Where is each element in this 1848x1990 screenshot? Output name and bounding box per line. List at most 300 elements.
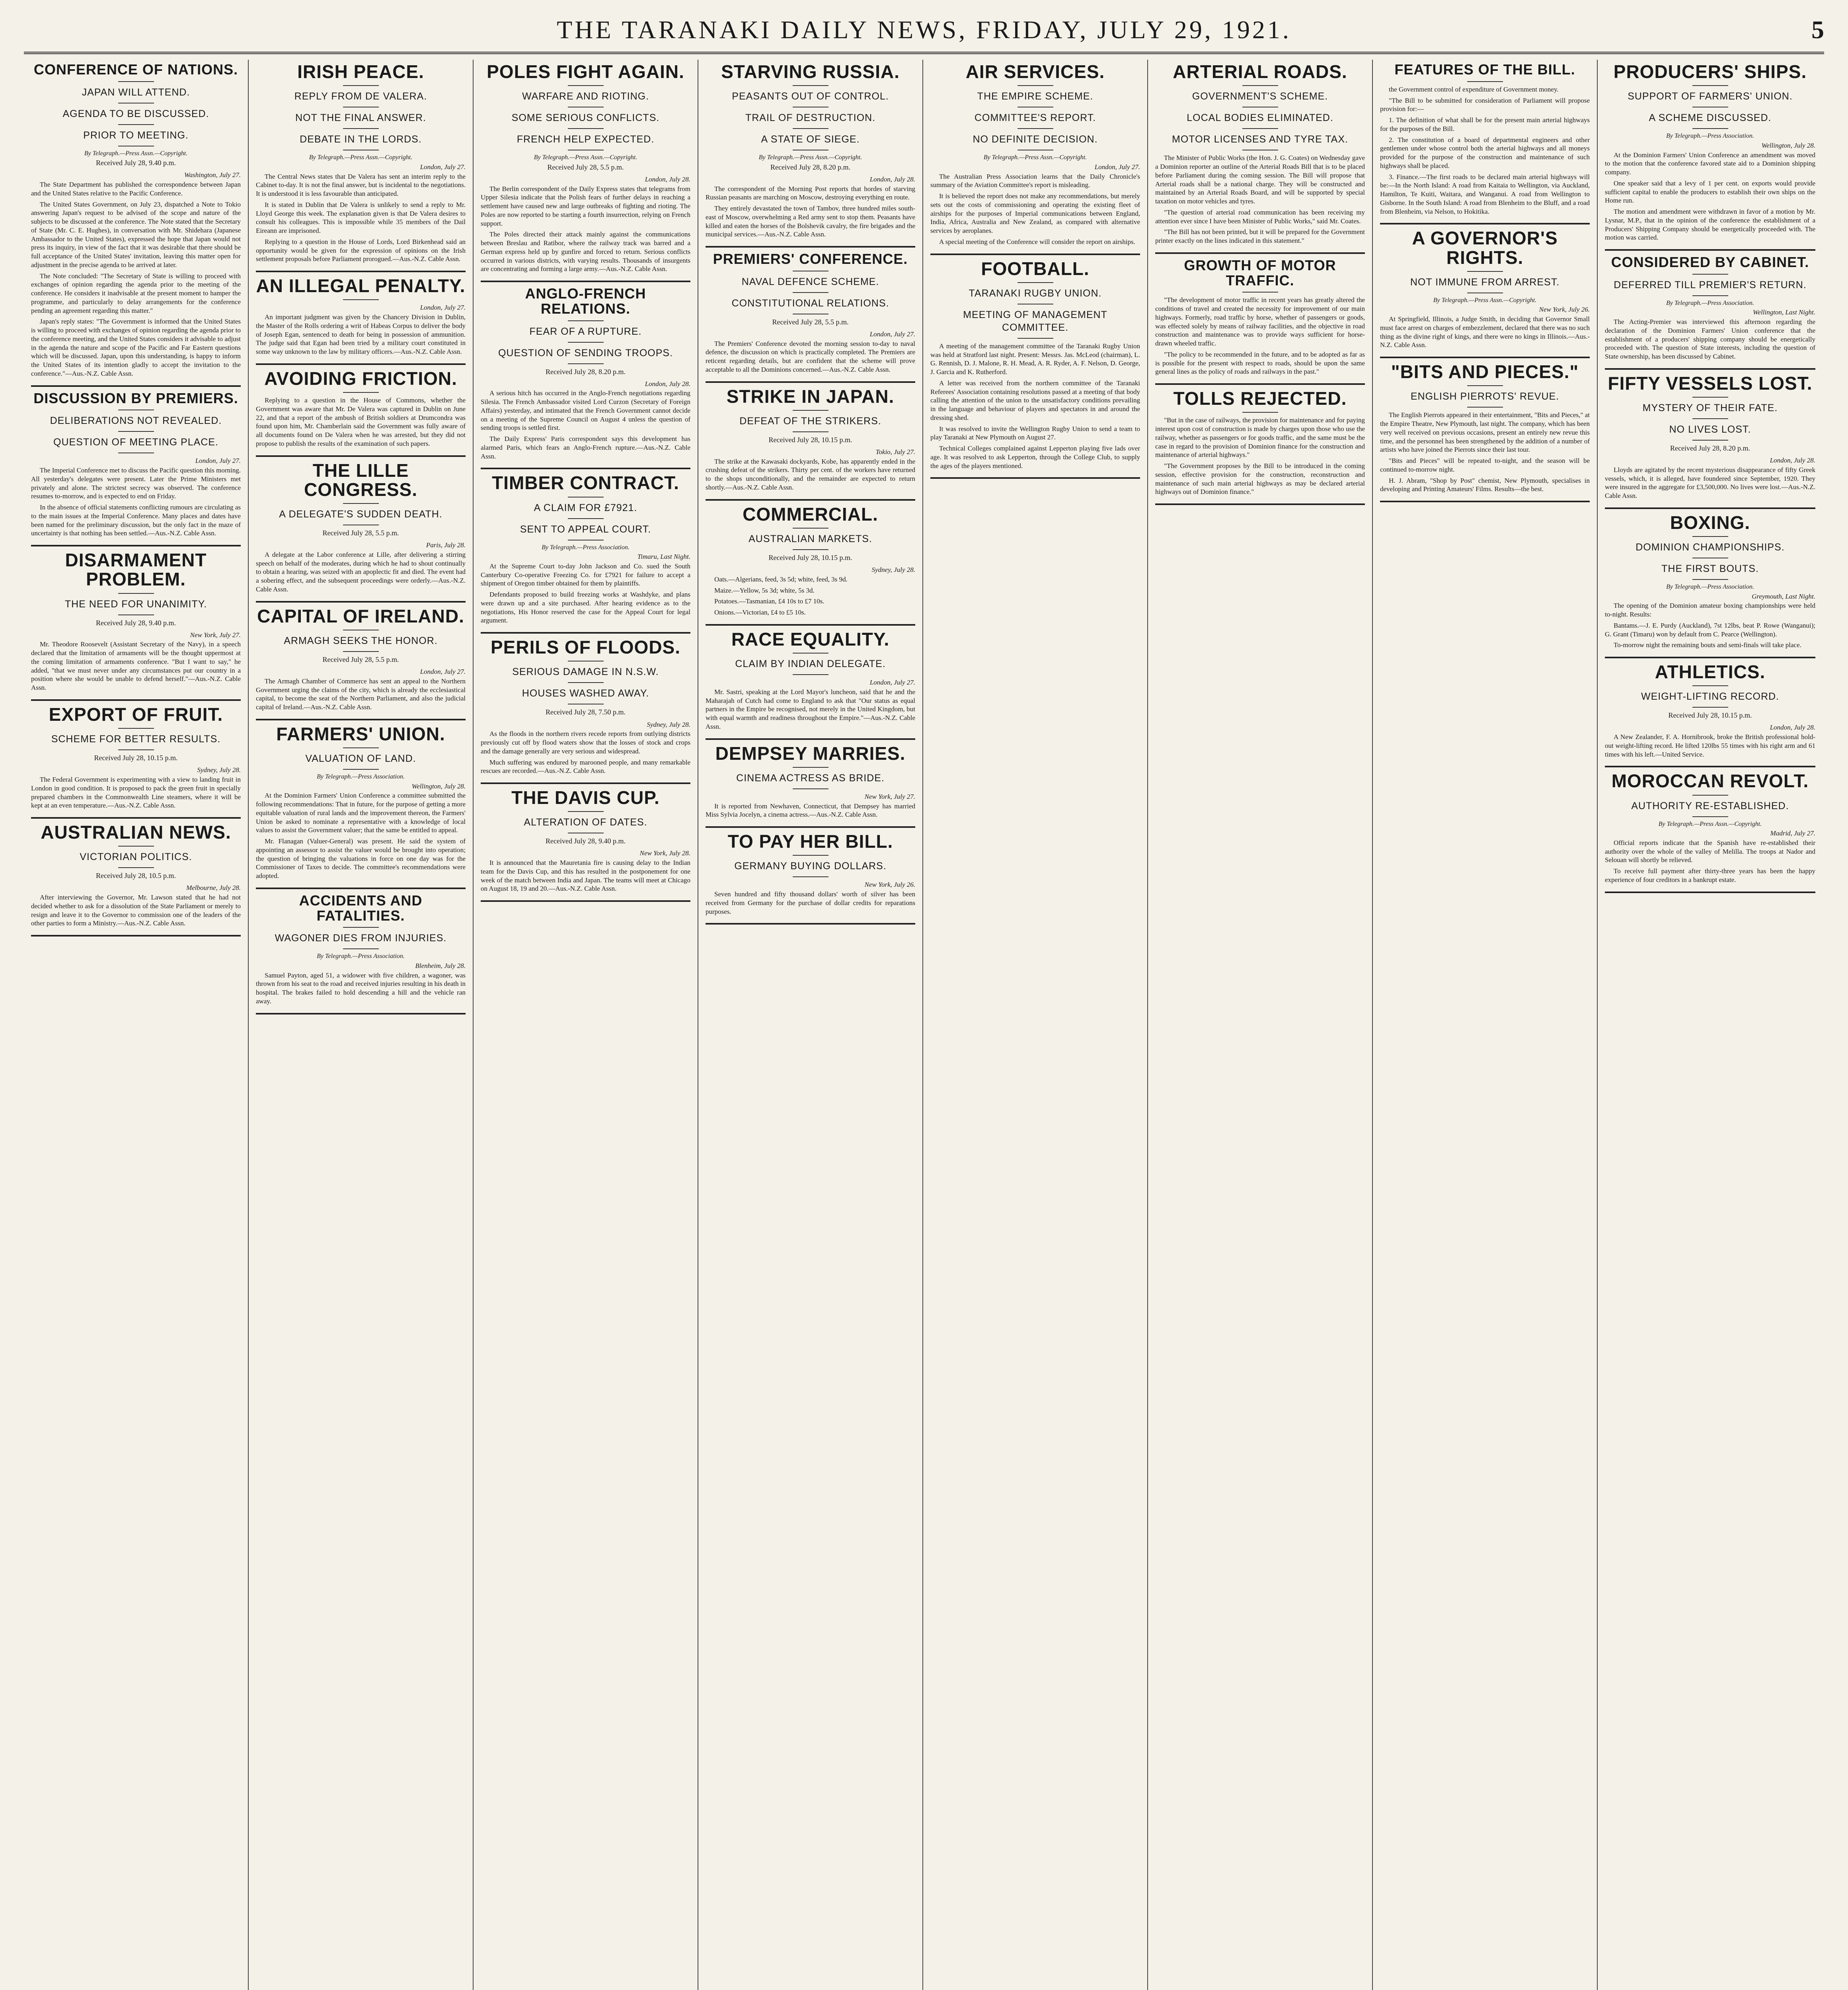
article-headline: CONSIDERED BY CABINET. — [1611, 254, 1809, 271]
article-dateline: London, July 28. — [645, 380, 690, 388]
article-divider — [706, 826, 915, 828]
article-paragraph: To receive full payment after thirty-three years has been the happy experience of four creditors in a bankrupt estate. — [1605, 867, 1815, 884]
article-headline: THE LILLE CONGRESS. — [304, 460, 418, 500]
deck-rule — [1692, 295, 1728, 296]
article-divider — [256, 1013, 466, 1015]
article-deck: SERIOUS DAMAGE IN N.S.W. — [512, 666, 659, 678]
deck-rule — [568, 342, 604, 343]
article-headline: ATHLETICS. — [1655, 661, 1766, 683]
article-divider — [706, 923, 915, 925]
article — [706, 62, 915, 239]
news-columns — [24, 60, 1824, 1990]
article-credit: By Telegraph.—Press Assn.—Copyright. — [309, 154, 413, 161]
headline-rule — [343, 299, 379, 300]
article-paragraph: 3. Finance.—The first roads to be declared main arterial highways will be:—In the North Island: A road from Kaitaia to Wellington, via Auckland, Hamilton, Te Kuiti, Waitara, and Wanganui. A road from Wellington to Gisborne. In the South Island: A road from Blenheim to the Bluff, and a road from Blenheim, via Nelson, to Hokitika. — [1380, 173, 1590, 215]
article-headline: PERILS OF FLOODS. — [490, 637, 681, 658]
article-deck: THE FIRST BOUTS. — [1661, 563, 1759, 575]
article-paragraph: Maize.—Yellow, 5s 3d; white, 5s 3d. — [714, 586, 815, 594]
article-headline: TO PAY HER BILL. — [727, 831, 893, 852]
deck-rule — [118, 124, 154, 125]
article-paragraph: After interviewing the Governor, Mr. Lawson stated that he had not decided whether to ask for a dissolution of the State Parliament or merely to resign and leave it to the Governor to commission one of the leaders of the other parties to form a Ministry.—Aus.-N.Z. Cable Assn. — [31, 894, 241, 927]
headline-rule — [568, 497, 604, 498]
article — [930, 62, 1140, 246]
article-dateline: New York, July 26. — [1539, 306, 1590, 314]
article — [31, 391, 241, 538]
article-paragraph: The Federal Government is experimenting with a view to landing fruit in London in good condition. It is proposed to pack the green fruit in specially prepared chambers in the Commonwealth Line steamers, where it will be kept at an even temperature.—Aus.-N.Z. Cable Assn. — [31, 776, 241, 810]
article-dateline: London, July 28. — [645, 175, 690, 183]
article-divider — [1155, 252, 1365, 254]
received-time: Received July 28, 9.40 p.m. — [546, 837, 626, 845]
article-divider — [1605, 766, 1815, 767]
deck-rule — [1692, 707, 1728, 708]
article — [1605, 62, 1815, 242]
article-headline: TOLLS REJECTED. — [1173, 388, 1347, 409]
article-headline: POLES FIGHT AGAIN. — [487, 61, 684, 82]
headline-rule — [343, 747, 379, 748]
article-deck: TRAIL OF DESTRUCTION. — [745, 112, 876, 124]
article-dateline: London, July 28. — [869, 175, 915, 183]
article-paragraph: The opening of the Dominion amateur boxing championships were held to-night. Results: — [1605, 602, 1815, 618]
deck-rule — [793, 788, 828, 789]
headline-rule — [568, 811, 604, 812]
article — [31, 550, 241, 692]
article-paragraph: H. J. Abram, "Shop by Post" chemist, New Plymouth, specialises in developing and Printing Amateurs' Films. Results—the best. — [1380, 476, 1590, 493]
deck-rule — [568, 518, 604, 519]
article-credit: By Telegraph.—Press Assn.—Copyright. — [534, 154, 637, 161]
article-paragraph: Onions.—Victorian, £4 to £5 10s. — [714, 609, 806, 617]
article-paragraph: A meeting of the management committee of the Taranaki Rugby Union was held at Stratford last night. Present: Messrs. Jas. McLeod (chairman), L. G. Rennish, D. J. Malone, R. H. Mead, A. R. Ryder, A. F. Nelson, D. George, J. Garcia and K. Rutherford. — [930, 342, 1140, 376]
article-paragraph: The Australian Press Association learns that the Daily Chronicle's summary of the Aviation Committee's report is misleading. — [930, 172, 1140, 189]
article-deck: GERMANY BUYING DOLLARS. — [734, 860, 887, 872]
article-dateline: Sydney, July 28. — [197, 766, 241, 774]
headline-rule — [1692, 685, 1728, 686]
article — [481, 473, 690, 625]
article-credit: By Telegraph.—Press Association. — [317, 773, 405, 780]
article-headline: THE DAVIS CUP. — [511, 787, 660, 808]
article-divider — [481, 281, 690, 282]
deck-rule — [343, 128, 379, 129]
article-headline: STARVING RUSSIA. — [721, 61, 900, 82]
deck-rule — [118, 749, 154, 750]
deck-rule — [793, 674, 828, 675]
deck-rule — [568, 363, 604, 364]
received-time: Received July 28, 7.50 p.m. — [546, 708, 626, 716]
article-paragraph: Oats.—Algerians, feed, 3s 5d; white, feed, 3s 9d. — [714, 575, 848, 583]
article — [1380, 228, 1590, 349]
article-paragraph: The correspondent of the Morning Post reports that hordes of starving Russian peasants are marching on Moscow, destroying everything en route. — [706, 185, 915, 201]
article-paragraph: "But in the case of railways, the provision for maintenance and for paying interest upon cost of construction is made by charges upon those who use the railway, whether as passengers or for goods traffic, and the same must be the case in regard to the provision of Dominion finance for the construction and maintenance of arterial highways." — [1155, 416, 1365, 459]
headline-rule — [118, 593, 154, 594]
article-paragraph: 1. The definition of what shall be for the present main arterial highways for the purposes of the Bill. — [1380, 116, 1590, 133]
article-paragraph: In the absence of official statements conflicting rumours are circulating as to the main issues at the Imperial Conference. Many places and dates have been named for the preliminary discussion, but the only fact in the maze of uncertainty is that nothing has been settled.—Aus.-N.Z. Cable Assn. — [31, 503, 241, 537]
article-headline: CAPITAL OF IRELAND. — [257, 605, 464, 626]
article-dateline: New York, July 27. — [190, 631, 241, 639]
article-deck: CLAIM BY INDIAN DELEGATE. — [735, 658, 886, 670]
article-paragraph: Defendants proposed to build freezing works at Washdyke, and plans were drawn up and a site purchased. After hearing evidence as to the negotiations, His Honor reserved the case for the Appeal Court for legal argument. — [481, 591, 690, 624]
deck-rule — [793, 549, 828, 550]
article-paragraph: The English Pierrots appeared in their entertainment, "Bits and Pieces," at the Empire Theatre, New Plymouth, last night. The company, which has been very well received on previous occasions, present an entirely new revue this time, and the personnel has been strengthened by the addition of a number of artists who have joined the Pierrots since their last tour. — [1380, 411, 1590, 454]
article-deck: DOMINION CHAMPIONSHIPS. — [1636, 542, 1785, 553]
article-paragraph: The United States Government, on July 23, dispatched a Note to Tokio answering Japan's request to be advised of the scope and nature of the subjects to be discussed at the conference. The Note stated that the Secretary of State (Mr. C. E. Hughes), in conversation with Mr. Shidehara (Japanese Ambassador to the United States), expressed the hope that Japan would not press its inquiry, in view of the fact that it was desirable that there should be full acceptance of the United States' invitation, leaving this matter open for adjustment in the precise agenda to be arrived at later. — [31, 200, 241, 269]
article-headline: ARTERIAL ROADS. — [1173, 61, 1347, 82]
received-time: Received July 28, 10.5 p.m. — [96, 872, 176, 880]
article-paragraph: The Premiers' Conference devoted the morning session to-day to naval defence, the discussion on which is practically completed. The Premiers are reticent regarding details, but are confident that the scheme will prove acceptable to all the Dominions concerned.—Aus.-N.Z. Cable Assn. — [706, 339, 915, 373]
article-paragraph: At the Dominion Farmers' Union Conference an amendment was moved to the motion that the conference favored state aid to a Dominion shipping company. — [1605, 151, 1815, 176]
article-headline: COMMERCIAL. — [743, 503, 878, 525]
article-deck: WAGONER DIES FROM INJURIES. — [275, 933, 447, 944]
received-time: Received July 28, 8.20 p.m. — [770, 163, 850, 171]
article-paragraph: It is believed the report does not make any recommendations, but merely sets out the costs of commissioning and operating the existing fleet of airships for the purposes of Imperial communications between England, India, Africa, Australia and New Zealand, as compared with alternative services by aeroplanes. — [930, 192, 1140, 235]
article-deck: SUPPORT OF FARMERS' UNION. — [1628, 91, 1793, 102]
article-divider — [1605, 249, 1815, 251]
article-headline: GROWTH OF MOTOR TRAFFIC. — [1184, 257, 1336, 289]
article-divider — [706, 624, 915, 626]
deck-rule — [1692, 816, 1728, 817]
article-dateline: London, July 27. — [420, 304, 466, 312]
headline-rule — [793, 855, 828, 856]
article-dateline: Melbourne, July 28. — [186, 884, 241, 892]
article-headline: STRIKE IN JAPAN. — [726, 386, 895, 407]
article-deck: MEETING OF MANAGEMENT COMMITTEE. — [963, 309, 1107, 333]
article-paragraph: Bantams.—J. E. Purdy (Auckland), 7st 12lbs, beat P. Rowe (Wanganui); G. Grant (Timaru) won by default from C. Pearce (Wellington). — [1605, 621, 1815, 638]
article-paragraph: A New Zealander, F. A. Hornibrook, broke the British professional hold-out weight-lifting record. He lifted 120lbs 55 times with his right arm and 61 times with his left.—United Service. — [1605, 733, 1815, 758]
deck-rule — [793, 876, 828, 877]
article-deck: ENGLISH PIERROTS' REVUE. — [1410, 391, 1559, 402]
received-time: Received July 28, 8.20 p.m. — [1670, 444, 1750, 453]
article-headline: CONFERENCE OF NATIONS. — [33, 61, 238, 78]
article-divider — [256, 271, 466, 272]
article-paragraph: "The question of arterial road communication has been receiving my attention ever since I have been Minister of Public Works," said Mr. Coates. — [1155, 208, 1365, 225]
article-credit: By Telegraph.—Press Association. — [1666, 299, 1754, 306]
deck-rule — [118, 431, 154, 432]
article-paragraph: Seven hundred and fifty thousand dollars' worth of silver has been received from Germany for the purchase of dollar credits for reparations purposes. — [706, 890, 915, 915]
article-paragraph: Lloyds are agitated by the recent mysterious disappearance of fifty Greek vessels, which, it is alleged, have foundered since September, 1920. They were insured in the aggregate for £3,500,000. No lives were lost.—Aus.-N.Z. Cable Assn. — [1605, 466, 1815, 500]
article-dateline: Madrid, July 27. — [1770, 829, 1815, 837]
article-headline: FIFTY VESSELS LOST. — [1608, 373, 1813, 394]
received-time: Received July 28, 5.5 p.m. — [322, 656, 399, 664]
article — [706, 832, 915, 916]
headline-rule — [1467, 385, 1503, 386]
article — [481, 62, 690, 273]
article-dateline: Wellington, July 28. — [411, 782, 466, 790]
article-deck: AUTHORITY RE-ESTABLISHED. — [1631, 800, 1789, 812]
headline-rule — [568, 320, 604, 321]
news-column — [1373, 60, 1598, 1990]
deck-rule — [1692, 128, 1728, 129]
article-paragraph: "The Government proposes by the Bill to be introduced in the coming session, effective provision for the construction, reconstruction and maintenance of such main arterial highways as may be declared arterial highways out of Dominion finance." — [1155, 462, 1365, 496]
deck-rule — [118, 867, 154, 868]
article-paragraph: At Springfield, Illinois, a Judge Smith, in deciding that Governor Small must face arrest on charges of embezzlement, declared that there was no such thing as the divine right of kings, and there were no kings in Illinois.—Aus.-N.Z. Cable Assn. — [1380, 315, 1590, 349]
headline-rule — [1242, 85, 1278, 86]
article-headline: ANGLO-FRENCH RELATIONS. — [525, 285, 646, 317]
article-credit: By Telegraph.—Press Assn.—Copyright. — [84, 150, 188, 157]
received-time: Received July 28, 10.15 p.m. — [94, 754, 178, 762]
article-paragraph: The Note concluded: "The Secretary of State is willing to proceed with exchanges of opinion regarding the agenda prior to the meeting of the conference. He considers it inadvisable at the present moment to hamper the programme, and particularly to delay arrangements for the conference pending an agreement regarding this matter." — [31, 272, 241, 314]
article-divider — [256, 719, 466, 720]
article-divider — [481, 632, 690, 634]
article-dateline: Paris, July 28. — [426, 541, 466, 549]
headline-rule — [1467, 271, 1503, 272]
deck-rule — [793, 431, 828, 432]
article-deck: VALUATION OF LAND. — [305, 753, 416, 765]
article-deck: A CLAIM FOR £7921. — [534, 502, 637, 513]
article — [256, 724, 466, 880]
article — [256, 461, 466, 594]
article-deck: THE NEED FOR UNANIMITY. — [64, 598, 207, 610]
headline-rule — [1692, 536, 1728, 537]
article — [31, 823, 241, 928]
article-paragraph: One speaker said that a levy of 1 per cent. on exports would provide sufficient capital to enable the producers to establish their own ships on the Home run. — [1605, 179, 1815, 205]
headline-rule — [1467, 81, 1503, 82]
news-column — [698, 60, 923, 1990]
article — [1380, 362, 1590, 494]
article-divider — [481, 468, 690, 469]
article-deck: A DELEGATE'S SUDDEN DEATH. — [279, 509, 443, 520]
article-paragraph: Official reports indicate that the Spanish have re-established their authority over the whole of the valley of Melilla. The troops at Nador and Selouan will shortly be relieved. — [1605, 839, 1815, 864]
article-dateline: London, July 27. — [1094, 163, 1140, 171]
article-deck: DEBATE IN THE LORDS. — [300, 134, 422, 145]
article-credit: By Telegraph.—Press Assn.—Copyright. — [758, 154, 862, 161]
article-deck: CINEMA ACTRESS AS BRIDE. — [736, 772, 885, 784]
headline-rule — [1692, 274, 1728, 275]
article-divider — [1605, 507, 1815, 509]
article-credit: By Telegraph.—Press Association. — [1666, 583, 1754, 591]
article-headline: RACE EQUALITY. — [731, 628, 890, 650]
article-dateline: London, July 28. — [1770, 457, 1815, 464]
article-paragraph: 2. The constitution of a board of departmental engineers and other gentlemen under whose control both the arterial highways and all moneys provided for the purpose of the construction and maintenance of such highways shall be placed. — [1380, 136, 1590, 170]
article-paragraph: The Berlin correspondent of the Daily Express states that telegrams from Upper Silesia indicate that the Polish fears of further delays in reaching a settlement have caused new and large outbreaks of fighting and rioting. The Poles are now reported to be starting a fourth insurrection, relying on French support. — [481, 185, 690, 227]
article-paragraph: Mr. Sastri, speaking at the Lord Mayor's luncheon, said that he and the Maharajah of Cutch had come to England to ask that "Our status as equal partners in the Empire be recognised, not merely in the United Kingdom, but with equal warmth and readiness throughout the Empire."—Aus.-N.Z. Cable Assn. — [706, 688, 915, 730]
article-divider — [1155, 383, 1365, 385]
article — [1605, 662, 1815, 759]
article-divider — [1380, 501, 1590, 502]
deck-rule — [1018, 338, 1053, 339]
article-paragraph: "The Bill to be submitted for consideration of Parliament will propose provision for:— — [1380, 96, 1590, 113]
article-divider — [1605, 368, 1815, 370]
article-headline: PRODUCERS' SHIPS. — [1613, 61, 1807, 82]
news-column — [1148, 60, 1373, 1990]
article — [1380, 62, 1590, 216]
news-column — [249, 60, 474, 1990]
deck-rule — [1018, 128, 1053, 129]
article-deck: NO DEFINITE DECISION. — [973, 134, 1098, 145]
article-divider — [256, 601, 466, 603]
article — [1155, 62, 1365, 245]
headline-rule — [793, 85, 828, 86]
article-divider — [481, 900, 690, 902]
article-deck: NOT THE FINAL ANSWER. — [295, 112, 426, 124]
deck-rule — [343, 948, 379, 949]
article-deck: NAVAL DEFENCE SCHEME. — [741, 276, 879, 287]
article-divider — [706, 499, 915, 501]
article-headline: FARMERS' UNION. — [276, 723, 445, 744]
article-headline: AIR SERVICES. — [965, 61, 1105, 82]
article-paragraph: The Poles directed their attack mainly against the communications between Breslau and Ratibor, where the railway track was barred and a German express held up by gunfire and forced to return. Serious conflicts occurred in various districts, with varying results. Thousands of insurgents are concentrating and forming a large army.—Aus.-N.Z. Cable Assn. — [481, 230, 690, 273]
article — [1605, 771, 1815, 884]
article-divider — [1605, 892, 1815, 893]
article-deck: SCHEME FOR BETTER RESULTS. — [51, 734, 221, 745]
article-dateline: Wellington, Last Night. — [1752, 308, 1815, 316]
article-headline: AVOIDING FRICTION. — [264, 368, 457, 389]
received-time: Received July 28, 9.40 p.m. — [96, 159, 176, 167]
article-headline: MOROCCAN REVOLT. — [1611, 771, 1809, 792]
received-time: Received July 28, 10.15 p.m. — [768, 554, 852, 562]
received-time: Received July 28, 5.5 p.m. — [322, 529, 399, 537]
article-paragraph: The strike at the Kawasaki dockyards, Kobe, has apparently ended in the crushing defeat of the strikers. Thirty per cent. of the workers have returned to the shops unconditionally, and the remainder are expected to return shortly.—Aus.-N.Z. Cable Assn. — [706, 457, 915, 491]
article — [256, 369, 466, 448]
article — [930, 259, 1140, 470]
headline-rule — [343, 503, 379, 504]
deck-rule — [568, 682, 604, 683]
article-deck: QUESTION OF MEETING PLACE. — [53, 437, 218, 448]
article-dateline: London, July 27. — [869, 330, 915, 338]
article-dateline: Sydney, July 28. — [871, 566, 915, 574]
masthead — [24, 8, 1824, 54]
article — [31, 62, 241, 378]
article-paragraph: An important judgment was given by the Chancery Division in Dublin, the Master of the Rolls ordering a writ of Habeas Corpus to deliver the body of Joseph Egan, sentenced to death for being in possession of ammunition. The judge said that Egan had been tried by a military court constituted in some way unknown to the law by military officers.—Aus.-N.Z. Cable Assn. — [256, 313, 466, 356]
deck-rule — [793, 292, 828, 293]
article-deck: NOT IMMUNE FROM ARREST. — [1410, 276, 1560, 288]
headline-rule — [793, 410, 828, 411]
article — [481, 286, 690, 460]
article-paragraph: The Daily Express' Paris correspondent says this development has alarmed Paris, which fears an Anglo-French rupture.—Aus.-N.Z. Cable Assn. — [481, 435, 690, 460]
deck-rule — [343, 769, 379, 770]
article-paragraph: the Government control of expenditure of Government money. — [1389, 85, 1559, 93]
article-dateline: Sydney, July 28. — [647, 720, 690, 728]
article-headline: BOXING. — [1670, 512, 1751, 533]
article-paragraph: Mr. Theodore Roosevelt (Assistant Secretary of the Navy), in a speech declared that the limitation of armaments will be the thought uppermost at the coming limitation of armaments conference. "But I want to say," he added, "that we must never under any circumstances put our country in a position where she would be unable to defend herself."—Aus.-N.Z. Cable Assn. — [31, 640, 241, 692]
article-paragraph: Replying to a question in the House of Commons, whether the Government was aware that Mr. De Valera was captured in Dublin on June 22, and that a report of the ambush of British soldiers at Drumcondra was found upon him, Mr. Chamberlain said the Government was fully aware of all documents found on De Valera when he was arrested, but they did not propose to publish the results of the examination of such papers. — [256, 396, 466, 447]
article-dateline: New York, July 28. — [639, 849, 690, 857]
article-deck: TARANAKI RUGBY UNION. — [969, 287, 1102, 299]
article-paragraph: Potatoes.—Tasmanian, £4 10s to £7 10s. — [714, 597, 825, 605]
article — [706, 387, 915, 492]
deck-rule — [1692, 440, 1728, 441]
headline-rule — [118, 81, 154, 82]
received-time: Received July 28, 9.40 p.m. — [96, 618, 176, 627]
article-headline: TIMBER CONTRACT. — [492, 472, 679, 494]
article-dateline: Blenheim, July 28. — [415, 962, 466, 970]
article-headline: DISCUSSION BY PREMIERS. — [33, 390, 238, 406]
article-paragraph: It is reported from Newhaven, Connecticut, that Dempsey has married Miss Sylvia Jocelyn, a cinema actress.—Aus.-N.Z. Cable Assn. — [706, 802, 915, 819]
article-dateline: Greymouth, Last Night. — [1752, 592, 1815, 600]
article-divider — [706, 246, 915, 248]
article-credit: By Telegraph.—Press Assn.—Copyright. — [1658, 820, 1762, 827]
article-deck: AUSTRALIAN MARKETS. — [749, 533, 872, 544]
article-headline: DEMPSEY MARRIES. — [715, 743, 906, 764]
headline-rule — [118, 846, 154, 847]
headline-rule — [793, 528, 828, 529]
article — [31, 705, 241, 810]
article-dateline: New York, July 26. — [864, 881, 915, 889]
article-dateline: Tokio, July 27. — [875, 448, 915, 456]
article-paragraph: Mr. Flanagan (Valuer-General) was present. He said the system of appointing an assessor to assist the valuer would be brought into operation; the question of bringing the valuations in force on one day was for the Commissioner of Taxes to decide. The committee's recommendations were adopted. — [256, 837, 466, 880]
deck-rule — [568, 128, 604, 129]
article-paragraph: The Imperial Conference met to discuss the Pacific question this morning. All yesterday's delegates were present. Later the Prime Ministers met privately and alone. The strictest secrecy was observed. The conference resumes to-morrow, and is expected to end on Friday. — [31, 466, 241, 500]
article — [481, 788, 690, 893]
article-deck: FEAR OF A RUPTURE. — [529, 326, 642, 337]
article-headline: FOOTBALL. — [981, 258, 1090, 279]
article-paragraph: The Central News states that De Valera has sent an interim reply to the Cabinet to-day. It is not the final answer, but is incidental to the negotiations. It is understood it is less favourable than anticipated. — [256, 172, 466, 198]
article-paragraph: It is stated in Dublin that De Valera is unlikely to send a reply to Mr. Lloyd George this week. The explanation given is that De Valera desires to consult his colleagues. This is impossible while 35 members of the Dail Eireann are imprisoned. — [256, 201, 466, 235]
article-headline: AUSTRALIAN NEWS. — [41, 822, 231, 843]
headline-rule — [1242, 412, 1278, 413]
deck-rule — [1692, 579, 1728, 580]
article-divider — [1155, 503, 1365, 505]
article — [256, 62, 466, 263]
article-deck: ARMAGH SEEKS THE HONOR. — [284, 635, 438, 647]
article-headline: AN ILLEGAL PENALTY. — [256, 275, 466, 297]
article-paragraph: Much suffering was endured by marooned people, and many remarkable rescues are recorded.—Aus.-N.Z. Cable Assn. — [481, 758, 690, 775]
article-credit: By Telegraph.—Press Association. — [542, 544, 630, 551]
article-credit: By Telegraph.—Press Association. — [317, 953, 405, 960]
article-dateline: London, July 27. — [420, 668, 466, 676]
article-paragraph: Technical Colleges complained against Lepperton playing five lads over age. It was resolved to ask Lepperton, through the College Club, to supply the ages of the players mentioned. — [930, 445, 1140, 470]
masthead-title: THE TARANAKI DAILY NEWS, FRIDAY, JULY 29, 1921. — [557, 16, 1291, 44]
article-divider — [1380, 357, 1590, 358]
headline-rule — [343, 85, 379, 86]
deck-rule — [1242, 128, 1278, 129]
article-dateline: Washington, July 27. — [184, 171, 241, 179]
news-column — [923, 60, 1148, 1990]
headline-rule — [343, 927, 379, 928]
article-deck: AGENDA TO BE DISCUSSED. — [62, 108, 209, 119]
article-headline: A GOVERNOR'S RIGHTS. — [1412, 228, 1558, 268]
article-divider — [31, 385, 241, 387]
article-headline: DISARMAMENT PROBLEM. — [65, 550, 207, 590]
received-time: Received July 28, 5.5 p.m. — [772, 318, 849, 326]
article-paragraph: The State Department has published the correspondence between Japan and the United States relative to the Pacific Conference. — [31, 181, 241, 197]
article-deck: ALTERATION OF DATES. — [524, 817, 647, 828]
article-deck: DEFERRED TILL PREMIER'S RETURN. — [1614, 279, 1807, 291]
headline-rule — [793, 767, 828, 768]
article-paragraph: At the Supreme Court to-day John Jackson and Co. sued the South Canterbury Co-operative Freezing Co. for £7921 for failure to accept a shipment of Oregon timber obtained for them by plaintiffs. — [481, 562, 690, 587]
article-headline: ACCIDENTS AND FATALITIES. — [299, 892, 423, 924]
article-paragraph: A special meeting of the Conference will consider the report on airships. — [939, 238, 1135, 246]
article — [706, 505, 915, 617]
headline-rule — [1018, 282, 1053, 283]
article-divider — [256, 363, 466, 365]
article — [1155, 258, 1365, 376]
article-divider — [256, 455, 466, 457]
article-headline: "BITS AND PIECES." — [1391, 361, 1579, 382]
article-deck: LOCAL BODIES ELIMINATED. — [1187, 112, 1333, 124]
article-deck: WARFARE AND RIOTING. — [522, 91, 649, 102]
received-time: Received July 28, 8.20 p.m. — [546, 367, 626, 376]
article — [256, 607, 466, 712]
news-column — [24, 60, 249, 1990]
headline-rule — [1018, 85, 1053, 86]
article — [1155, 389, 1365, 496]
article-divider — [706, 738, 915, 740]
article-paragraph: "Bits and Pieces" will be repeated to-night, and the season will be continued to-morrow night. — [1380, 457, 1590, 473]
article-divider — [930, 254, 1140, 255]
article-credit: By Telegraph.—Press Association. — [1666, 133, 1754, 140]
article-paragraph: A letter was received from the northern committee of the Taranaki Referees' Association containing resolutions passed at a meeting of that body calling the attention of the union to the unsatisfactory conditions prevailing in the language and behaviour of players and spectators in and around the dressing shed. — [930, 379, 1140, 421]
article-divider — [31, 699, 241, 701]
headline-rule — [1692, 85, 1728, 86]
article-paragraph: The Minister of Public Works (the Hon. J. G. Coates) on Wednesday gave a Dominion reporter an outline of the Arterial Roads Bill that is to be placed before Parliament during the coming session. The Bill will propose that Arterial roads shall be a national charge. They will be constructed and maintained by an Arterial Roads Board, and will be supported by special taxation on motor vehicles and tyres. — [1155, 154, 1365, 205]
headline-rule — [118, 728, 154, 729]
deck-rule — [1692, 418, 1728, 419]
article-divider — [930, 477, 1140, 479]
article-headline: EXPORT OF FRUIT. — [49, 704, 223, 725]
article-divider — [31, 545, 241, 546]
article-divider — [706, 381, 915, 383]
headline-rule — [1692, 795, 1728, 796]
article-paragraph: The Armagh Chamber of Commerce has sent an appeal to the Northern Government urging the claims of the city, which is already the ecclesiastical capital, to become the seat of the Northern Parliament, and also the judicial capital of Ireland.—Aus.-N.Z. Cable Assn. — [256, 677, 466, 711]
headline-rule — [568, 85, 604, 86]
